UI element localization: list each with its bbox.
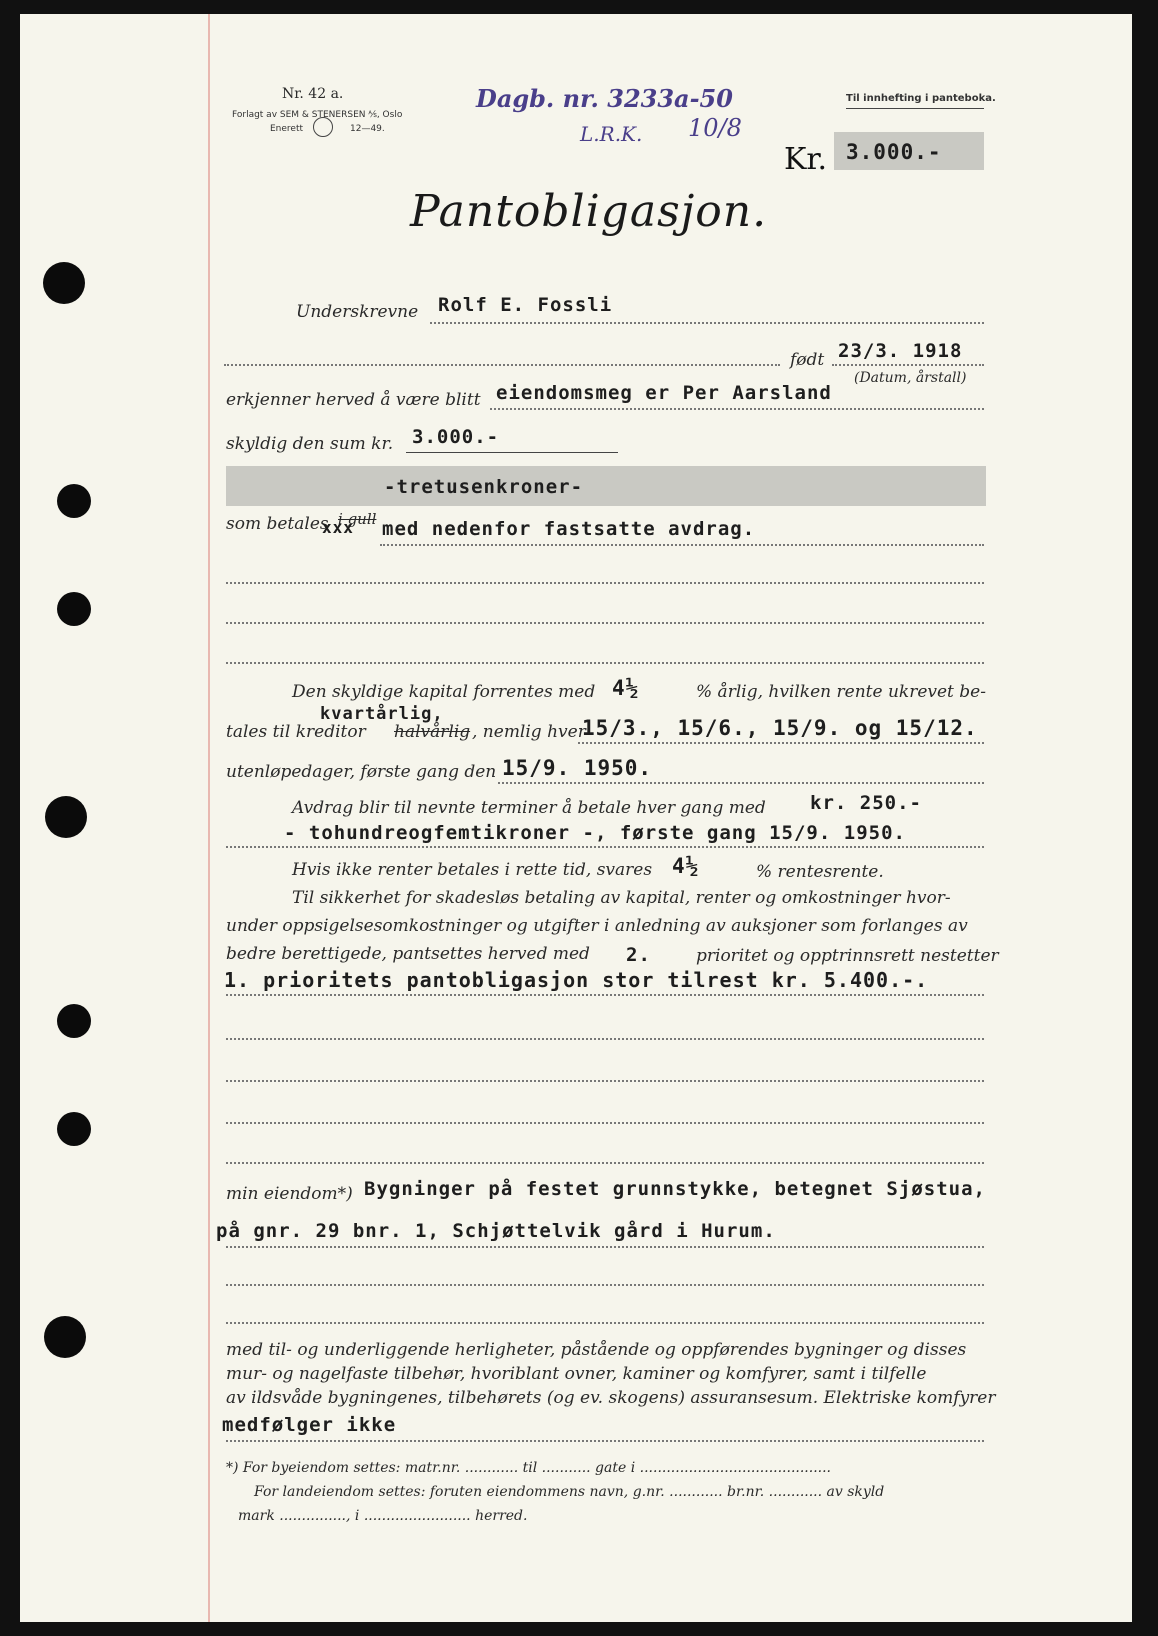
amount-words: -tretusenkroner- xyxy=(384,476,584,498)
interest-line2-b: , nemlig hver xyxy=(472,722,586,742)
prior-mortgage: 1. prioritets pantobligasjon stor tilrest kr. 5.400.-. xyxy=(224,968,929,992)
undersigned-label: Underskrevne xyxy=(296,302,419,322)
registration-number: Dagb. nr. 3233a-50 xyxy=(476,84,733,113)
owe-amount: 3.000.- xyxy=(412,426,500,448)
publisher-rights: Enerett xyxy=(270,124,304,134)
interest-struck: halvårlig xyxy=(394,722,471,742)
document-page xyxy=(20,14,1132,1622)
installment-words: - tohundreogfemtikroner -, første gang 15/9. 1950. xyxy=(284,822,906,844)
binding-note: Til innhefting i panteboka. xyxy=(846,93,996,104)
dotted-line xyxy=(380,544,984,546)
undersigned-name: Rolf E. Fossli xyxy=(438,294,613,316)
interest-dates: 15/3., 15/6., 15/9. og 15/12. xyxy=(582,716,978,740)
dotted-line xyxy=(226,662,984,664)
dotted-line xyxy=(224,364,780,366)
priority-number: 2. xyxy=(626,944,651,966)
property-line1: Bygninger på festet grunnstykke, betegnet Sjøstua, xyxy=(364,1178,986,1200)
stoves-note: medfølger ikke xyxy=(222,1414,397,1436)
interest-line1-b: % årlig, hvilken rente ukrevet be- xyxy=(696,682,986,702)
punch-hole xyxy=(57,592,91,626)
owe-label: skyldig den sum kr. xyxy=(226,434,394,454)
security-line1: Til sikkerhet for skadesløs betaling av kapital, renter og omkostninger hvor- xyxy=(292,888,951,908)
amount-words-box xyxy=(226,466,986,506)
installment-amount: kr. 250.- xyxy=(810,792,922,814)
punch-hole xyxy=(45,796,87,838)
default-label: Hvis ikke renter betales i rette tid, svares xyxy=(292,860,653,880)
dotted-line xyxy=(226,846,984,848)
footnote-line3: mark ..............., i ........................ herred. xyxy=(238,1508,528,1524)
document-title: Pantobligasjon. xyxy=(410,186,768,237)
payable-label: som betales xyxy=(226,514,329,534)
first-payment-label: utenløpedager, første gang den xyxy=(226,762,497,782)
interest-line1-a: Den skyldige kapital forrentes med xyxy=(292,682,596,702)
acknowledge-label: erkjenner herved å være blitt xyxy=(226,390,481,410)
security-line3-a: bedre berettigede, pantsettes herved med xyxy=(226,944,590,964)
dotted-line xyxy=(832,364,984,366)
dotted-line xyxy=(226,1038,984,1040)
security-line3-b: prioritet og opptrinnsrett nestetter xyxy=(696,946,999,966)
punch-hole xyxy=(44,1316,86,1358)
appurtenance-line3: av ildsvåde bygningenes, tilbehørets (og ev. skogens) assuransesum. Elektriske komfyrer xyxy=(226,1388,996,1408)
dotted-line xyxy=(226,622,984,624)
punch-hole xyxy=(43,262,85,304)
property-line2: på gnr. 29 bnr. 1, Schjøttelvik gård i Hurum. xyxy=(216,1220,776,1242)
dotted-line xyxy=(490,408,984,410)
footnote-line2: For landeiendom settes: foruten eiendommens navn, g.nr. ............ br.nr. ............ av skyld xyxy=(254,1484,885,1500)
dotted-line xyxy=(226,1162,984,1164)
dotted-line xyxy=(226,1284,984,1286)
installment-label: Avdrag blir til nevnte terminer å betale hver gang med xyxy=(292,798,766,818)
dotted-line xyxy=(226,994,984,996)
amount-value: 3.000.- xyxy=(846,140,942,164)
publisher-date: 12—49. xyxy=(350,124,385,134)
appurtenance-line1: med til- og underliggende herligheter, påstående og oppførendes bygninger og disses xyxy=(226,1340,967,1360)
dotted-line xyxy=(578,742,984,744)
default-rate: 4½ xyxy=(672,854,700,878)
interest-line2-a: tales til kreditor xyxy=(226,722,366,742)
interest-rate: 4½ xyxy=(612,676,640,700)
dotted-line xyxy=(498,782,984,784)
property-label: min eiendom*) xyxy=(226,1184,353,1204)
margin-rule xyxy=(208,14,210,1622)
punch-hole xyxy=(57,484,91,518)
dotted-line xyxy=(226,1322,984,1324)
form-number: Nr. 42 a. xyxy=(282,86,344,102)
dotted-line xyxy=(430,322,984,324)
punch-hole xyxy=(57,1004,91,1038)
publisher-logo xyxy=(313,117,333,137)
amount-underline xyxy=(406,452,618,453)
dotted-line xyxy=(226,1122,984,1124)
amount-prefix: Kr. xyxy=(784,142,827,177)
publisher-line: Forlagt av SEM & STENERSEN ⅍, Oslo xyxy=(232,110,403,120)
security-line2: under oppsigelsesomkostninger og utgifter i anledning av auksjoner som forlanges av xyxy=(226,916,968,936)
dotted-line xyxy=(226,1440,984,1442)
dotted-line xyxy=(226,1080,984,1082)
born-hint: (Datum, årstall) xyxy=(854,370,967,386)
appurtenance-line2: mur- og nagelfaste tilbehør, hvoriblant ovner, kaminer og komfyrer, samt i tilfelle xyxy=(226,1364,927,1384)
dotted-line xyxy=(226,1246,984,1248)
footnote-line1: *) For byeiendom settes: matr.nr. ............ til ........... gate i ........................................... xyxy=(226,1460,832,1476)
born-date: 23/3. 1918 xyxy=(838,340,963,362)
registrar-initials: L.R.K. xyxy=(580,122,643,146)
punch-hole xyxy=(57,1112,91,1146)
binding-note-underline xyxy=(846,108,984,109)
quarterly-note: kvartårlig, xyxy=(320,704,444,724)
registration-date: 10/8 xyxy=(688,114,742,142)
dotted-line xyxy=(226,582,984,584)
payable-text: med nedenfor fastsatte avdrag. xyxy=(382,518,756,540)
payable-struck: i gull xyxy=(338,510,377,528)
payable-xxx: xxx xyxy=(322,518,354,537)
born-label: født xyxy=(790,350,825,370)
creditor-name: eiendomsmeg er Per Aarsland xyxy=(496,382,832,404)
first-payment-date: 15/9. 1950. xyxy=(502,756,653,780)
default-suffix: % rentesrente. xyxy=(756,862,884,882)
